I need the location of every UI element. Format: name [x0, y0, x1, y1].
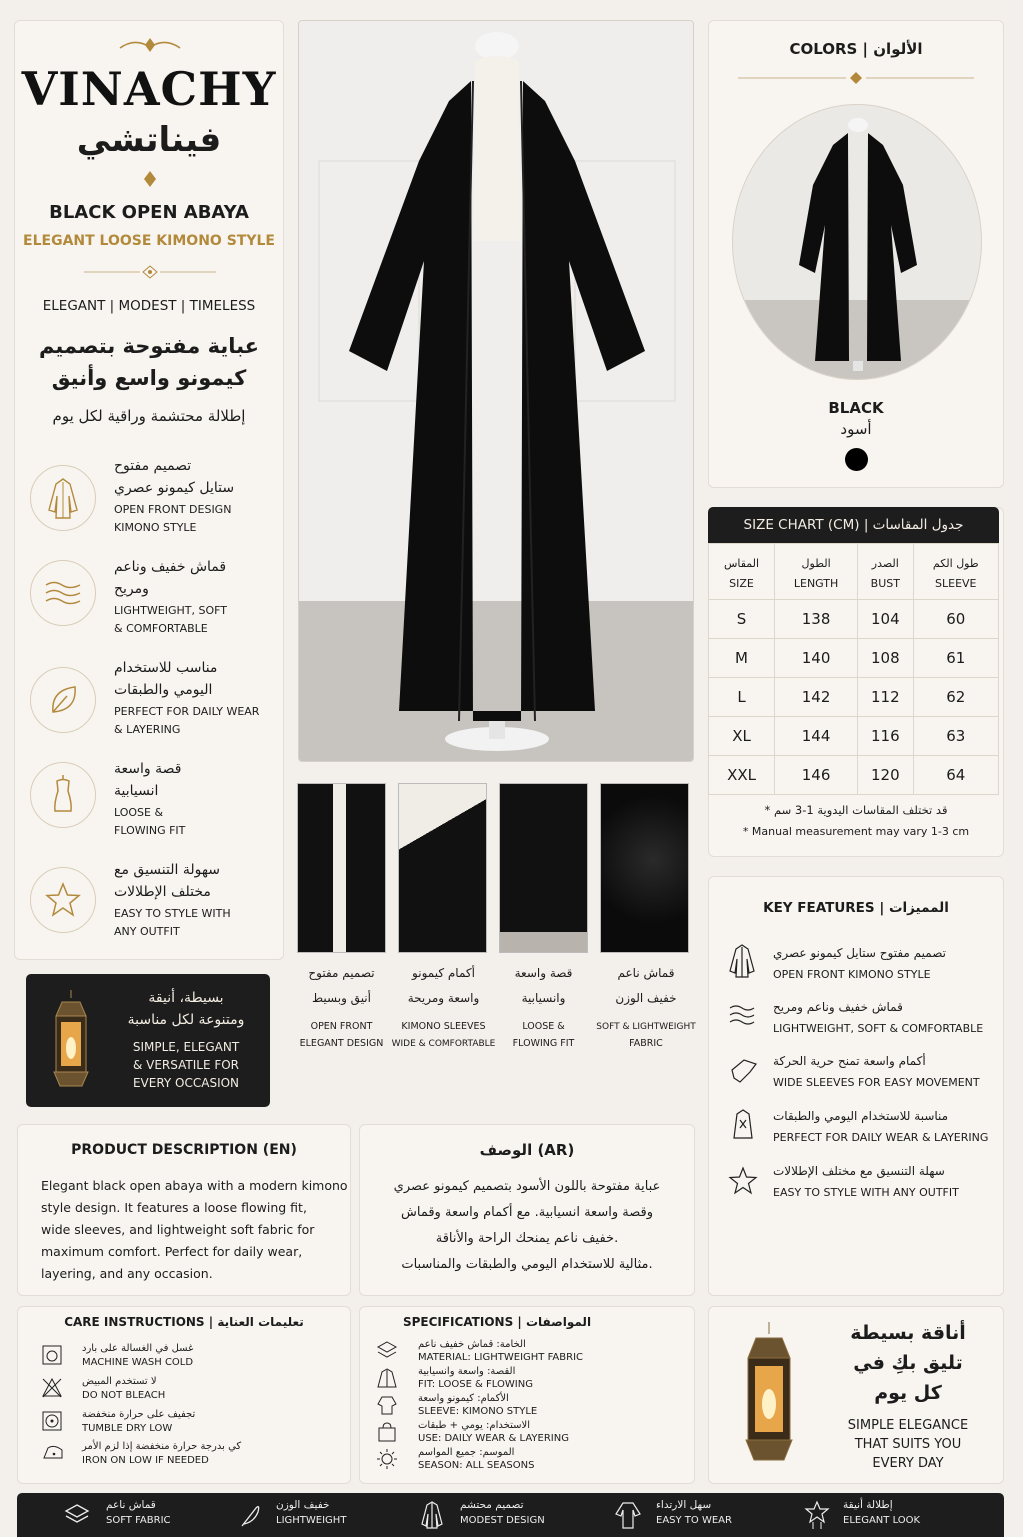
slogan-en-2: THAT SUITS YOU	[854, 1437, 962, 1452]
care-header: CARE INSTRUCTIONS | تعليمات العناية	[64, 1315, 304, 1329]
fabric-icon	[376, 1340, 398, 1366]
thumb-caption-ar: أنيق وبسيط	[312, 991, 371, 1005]
thumb-caption-en: FLOWING FIT	[512, 1038, 575, 1049]
slogan-ar-1: أناقة بسيطة	[850, 1322, 966, 1344]
no-bleach-icon	[40, 1376, 64, 1404]
star-icon	[728, 1166, 758, 1200]
promo-ar-2: ومتنوعة لكل مناسبة	[127, 1012, 245, 1028]
description-ar-body	[365, 1174, 689, 1278]
cell: 60	[913, 600, 998, 639]
abaya-icon	[30, 465, 96, 531]
col-en: LENGTH	[793, 576, 839, 590]
cell: 108	[858, 639, 913, 678]
bottom-bar-en: ELEGANT LOOK	[843, 1515, 921, 1526]
description-ar-title: الوصف (AR)	[479, 1141, 575, 1159]
star-icon	[30, 867, 96, 933]
robe-icon	[728, 943, 756, 983]
description-line: layering, and any occasion.	[41, 1266, 213, 1281]
feature-ar-1: تصميم مفتوح	[114, 458, 192, 474]
main-product-photo	[298, 20, 694, 762]
care-en: TUMBLE DRY LOW	[82, 1423, 173, 1434]
spec-en: SLEEVE: KIMONO STYLE	[418, 1406, 538, 1417]
cell: 138	[775, 600, 858, 639]
description-line: وقصة واسعة انسيابية. مع أكمام واسعة وقماش	[401, 1205, 653, 1220]
bag-icon	[376, 1421, 398, 1447]
cell: 63	[913, 717, 998, 756]
feature-ar-2: انسيابية	[114, 783, 159, 799]
sleeve-icon	[376, 1394, 398, 1420]
key-feature-ar: سهلة التنسيق مع مختلف الإطلالات	[773, 1164, 945, 1178]
feature-ar-1: سهولة التنسيق مع	[114, 862, 221, 878]
feature-ar-2: ستايل كيمونو عصري	[114, 480, 235, 496]
feature-en-2: KIMONO STYLE	[114, 521, 197, 534]
cell: 61	[913, 639, 998, 678]
thumb-caption-en: SOFT & LIGHTWEIGHT	[596, 1022, 696, 1032]
thumb-caption-en: WIDE & COMFORTABLE	[391, 1039, 496, 1049]
promo-ar-1: بسيطة، أنيقة	[148, 990, 224, 1006]
sleeve-icon	[728, 1056, 758, 1088]
care-ar: غسل في الغسالة على بارد	[82, 1343, 194, 1354]
thumb-loose-fit[interactable]	[499, 783, 588, 953]
product-subtitle: ELEGANT LOOSE KIMONO STYLE	[23, 233, 275, 249]
bottom-bar-ar: إطلالة أنيقة	[843, 1499, 893, 1511]
promo-en-3: EVERY OCCASION	[132, 1076, 240, 1090]
key-feature-ar: تصميم مفتوح ستايل كيمونو عصري	[773, 946, 946, 960]
product-title: BLACK OPEN ABAYA	[49, 202, 249, 223]
badge-icon	[804, 1500, 830, 1534]
feature-ar-1: مناسب للاستخدام	[114, 660, 218, 676]
description-line: مثالية للاستخدام اليومي والطبقات والمناسبات.	[401, 1257, 653, 1272]
slogan-ar-2: تليق بكِ في	[853, 1352, 963, 1374]
left-feature-item	[30, 859, 280, 959]
thumb-fabric[interactable]	[600, 783, 689, 953]
care-en: IRON ON LOW IF NEEDED	[82, 1455, 209, 1466]
bottom-bar-ar: خفيف الوزن	[276, 1499, 330, 1511]
bottom-bar-ar: قماش ناعم	[106, 1499, 156, 1511]
spec-en: FIT: LOOSE & FLOWING	[418, 1379, 533, 1390]
feature-en-2: FLOWING FIT	[114, 824, 186, 837]
ar-title-1: عباية مفتوحة بتصميم	[38, 334, 260, 358]
table-row	[709, 678, 999, 717]
brand-name-ar: فيناتشي	[76, 120, 222, 160]
tumble-dry-icon	[40, 1409, 64, 1437]
thumb-caption-ar: خفيف الوزن	[615, 991, 677, 1005]
feature-ar-1: قصة واسعة	[114, 761, 182, 777]
spec-en: USE: DAILY WEAR & LAYERING	[418, 1433, 569, 1444]
description-en-body	[41, 1175, 348, 1285]
thumb-caption-ar: أكمام كيمونو	[412, 966, 475, 980]
key-feature-en: EASY TO STYLE WITH ANY OUTFIT	[773, 1186, 959, 1199]
cell: 120	[858, 756, 913, 795]
cell: 64	[913, 756, 998, 795]
description-line: wide sleeves, and lightweight soft fabric for	[41, 1222, 315, 1237]
thumb-caption-ar: تصميم مفتوح	[308, 966, 375, 980]
feature-en-2: & COMFORTABLE	[114, 622, 208, 635]
spec-ar: الموسم: جميع المواسم	[418, 1447, 515, 1458]
spec-en: SEASON: ALL SEASONS	[418, 1460, 535, 1471]
thumb-caption-en: KIMONO SLEEVES	[401, 1021, 486, 1032]
cell: 144	[775, 717, 858, 756]
col-ar: المقاس	[723, 556, 760, 570]
color-preview-photo[interactable]	[732, 104, 982, 380]
feature-en-1: OPEN FRONT DESIGN	[114, 503, 232, 516]
thumb-caption-en: OPEN FRONT	[310, 1021, 373, 1032]
colors-header: COLORS | الألوان	[789, 40, 923, 58]
feather-icon	[238, 1502, 262, 1532]
bottom-bar-ar: سهل الارتداء	[656, 1499, 712, 1511]
waves-icon	[728, 1003, 756, 1031]
fabric-icon	[64, 1502, 90, 1532]
size-chart-header: SIZE CHART (CM) | جدول المقاسات	[708, 507, 999, 543]
bottom-bar-en: EASY TO WEAR	[656, 1515, 732, 1526]
color-name-en: BLACK	[828, 399, 884, 417]
cell: S	[709, 600, 775, 639]
col-en: SIZE	[729, 576, 754, 590]
thumb-kimono-sleeve[interactable]	[398, 783, 487, 953]
feature-en-2: ANY OUTFIT	[114, 925, 180, 938]
description-line: maximum comfort. Perfect for daily wear,	[41, 1244, 303, 1259]
col-length	[775, 544, 858, 600]
spec-ar: الأكمام: كيمونو واسعة	[418, 1393, 509, 1404]
cell: XXL	[709, 756, 775, 795]
thumb-caption-en: FABRIC	[629, 1038, 663, 1049]
sun-icon	[376, 1448, 398, 1474]
promo-en-2: & VERSATILE FOR	[132, 1058, 240, 1072]
cell: L	[709, 678, 775, 717]
color-swatch-black[interactable]	[845, 448, 868, 471]
table-row	[709, 717, 999, 756]
key-feature-en: WIDE SLEEVES FOR EASY MOVEMENT	[773, 1076, 980, 1089]
col-ar: الطول	[801, 556, 831, 570]
key-feature-en: OPEN FRONT KIMONO STYLE	[773, 968, 931, 981]
left-feature-item	[30, 556, 280, 656]
cell: 104	[858, 600, 913, 639]
colors-divider-icon	[738, 70, 974, 90]
fit-icon	[376, 1367, 398, 1395]
col-ar: الصدر	[871, 556, 899, 570]
diamond-icon	[138, 170, 162, 192]
col-size	[709, 544, 775, 600]
spec-en: MATERIAL: LIGHTWEIGHT FABRIC	[418, 1352, 583, 1363]
divider-ornament-icon	[80, 264, 220, 284]
waves-icon	[30, 560, 96, 626]
feature-ar-2: اليومي والطبقات	[114, 682, 213, 698]
specs-card	[359, 1306, 695, 1484]
cell: 142	[775, 678, 858, 717]
dress-form-icon	[30, 762, 96, 828]
care-ar: كي بدرجة حرارة منخفضة إذا لزم الأمر	[82, 1441, 242, 1452]
spec-ar: الخامة: قماش خفيف ناعم	[418, 1339, 526, 1350]
description-line: style design. It features a loose flowing fit,	[41, 1200, 307, 1215]
size-note-ar: * قد تختلف المقاسات اليدوية 1-3 سم	[764, 803, 948, 817]
thumb-caption-ar: قماش ناعم	[617, 966, 675, 980]
color-name-ar: أسود	[840, 420, 872, 438]
wash-icon	[40, 1343, 64, 1371]
ar-subtitle: إطلالة محتشمة وراقية لكل يوم	[52, 407, 246, 425]
thumb-caption-en: ELEGANT DESIGN	[299, 1038, 384, 1049]
key-features-header: KEY FEATURES | المميزات	[763, 900, 949, 916]
brand-name: VINACHY	[21, 62, 277, 116]
thumb-caption-en: LOOSE &	[522, 1021, 565, 1032]
description-line: عباية مفتوحة باللون الأسود بتصميم كيمونو عصري	[393, 1179, 661, 1194]
col-sleeve	[913, 544, 998, 600]
care-ar: تجفيف على حرارة منخفضة	[82, 1409, 196, 1420]
feature-en-1: EASY TO STYLE WITH	[114, 907, 231, 920]
cell: 140	[775, 639, 858, 678]
thumb-caption-ar: وانسيابية	[521, 991, 566, 1005]
key-feature-en: LIGHTWEIGHT, SOFT & COMFORTABLE	[773, 1022, 984, 1035]
bottom-bar-en: LIGHTWEIGHT	[276, 1515, 347, 1526]
bottom-bar-en: MODEST DESIGN	[460, 1515, 545, 1526]
key-feature-en: PERFECT FOR DAILY WEAR & LAYERING	[773, 1131, 989, 1144]
left-feature-item	[30, 758, 280, 858]
feature-en-1: LOOSE &	[114, 806, 164, 819]
promo-box	[26, 974, 270, 1107]
cell: 116	[858, 717, 913, 756]
feature-en-1: LIGHTWEIGHT, SOFT	[114, 604, 227, 617]
care-en: MACHINE WASH COLD	[82, 1357, 194, 1368]
specs-header: SPECIFICATIONS | المواصفات	[402, 1315, 592, 1329]
col-en: BUST	[870, 576, 900, 590]
leaf-icon	[30, 667, 96, 733]
cell: M	[709, 639, 775, 678]
lantern-icon	[730, 1320, 808, 1478]
sleeve-icon	[614, 1500, 642, 1534]
feature-ar-2: ومريح	[114, 581, 149, 597]
tagline: ELEGANT | MODEST | TIMELESS	[42, 298, 256, 314]
cell: XL	[709, 717, 775, 756]
description-line: خفيف ناعم يمنحك الراحة والأناقة.	[435, 1231, 619, 1246]
robe-icon	[420, 1500, 444, 1534]
feature-ar-2: مختلف الإطلالات	[114, 884, 211, 900]
size-note-en: * Manual measurement may vary 1-3 cm	[742, 825, 970, 838]
left-feature-item	[30, 455, 280, 555]
col-en: SLEEVE	[935, 576, 977, 590]
ornament-icon	[118, 34, 182, 60]
thumb-caption-ar: قصة واسعة	[514, 966, 573, 980]
iron-icon	[40, 1442, 66, 1466]
layer-icon	[730, 1108, 756, 1146]
slogan-en-1: SIMPLE ELEGANCE	[847, 1418, 969, 1433]
lantern-icon	[42, 988, 100, 1100]
cell: 62	[913, 678, 998, 717]
cell: 146	[775, 756, 858, 795]
spec-ar: الاستخدام: يومي + طبقات	[418, 1420, 530, 1431]
slogan-en-3: EVERY DAY	[872, 1456, 944, 1471]
slogan-ar-3: كل يوم	[874, 1382, 942, 1404]
feature-en-1: PERFECT FOR DAILY WEAR	[114, 705, 260, 718]
ar-title-2: كيمونو واسع وأنيق	[51, 366, 247, 390]
key-feature-ar: أكمام واسعة تمنح حرية الحركة	[773, 1054, 926, 1068]
promo-en-1: SIMPLE, ELEGANT	[132, 1040, 240, 1054]
feature-ar-1: قماش خفيف وناعم	[114, 559, 227, 575]
left-feature-item	[30, 657, 280, 757]
description-en-title: PRODUCT DESCRIPTION (EN)	[71, 1142, 297, 1158]
spec-ar: القصة: واسعة وانسيابية	[418, 1366, 516, 1377]
description-line: Elegant black open abaya with a modern kimono	[41, 1178, 348, 1193]
col-bust	[858, 544, 913, 600]
bottom-bar-ar: تصميم محتشم	[460, 1499, 524, 1511]
col-ar: طول الكم	[932, 556, 979, 570]
cell: 112	[858, 678, 913, 717]
care-ar: لا تستخدم المبيض	[82, 1376, 157, 1387]
table-row	[709, 600, 999, 639]
feature-en-2: & LAYERING	[114, 723, 181, 736]
care-en: DO NOT BLEACH	[82, 1390, 166, 1401]
table-row	[709, 756, 999, 795]
table-row	[709, 639, 999, 678]
thumb-open-front[interactable]	[297, 783, 386, 953]
thumb-caption-ar: واسعة ومريحة	[407, 991, 480, 1005]
size-chart-table	[708, 543, 999, 795]
key-feature-ar: مناسبة للاستخدام اليومي والطبقات	[773, 1109, 949, 1123]
key-feature-ar: قماش خفيف وناعم ومريح	[773, 1000, 903, 1014]
bottom-bar-en: SOFT FABRIC	[106, 1515, 171, 1526]
